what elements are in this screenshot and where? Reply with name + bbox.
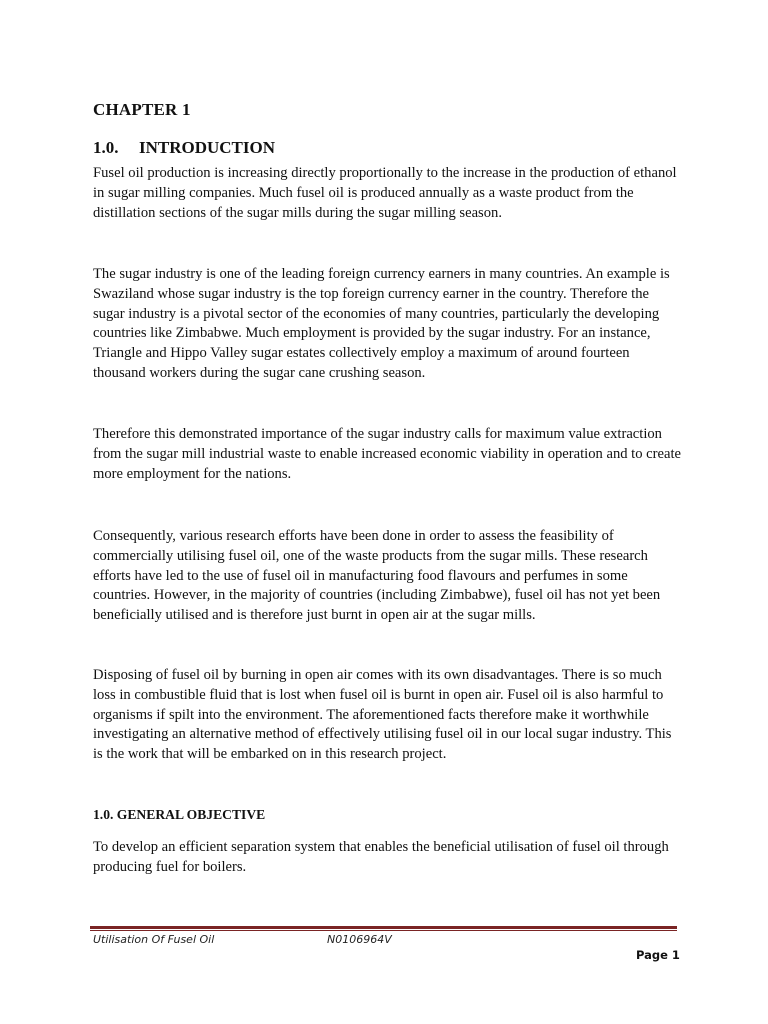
footer-rule-thin: [90, 930, 677, 931]
footer-document-title: Utilisation Of Fusel Oil: [93, 933, 215, 946]
paragraph-2: The sugar industry is one of the leading foreign currency earners in many countries. An example is Swaziland whose sugar industry is the top foreign currency earner in the country. Therefore the sugar industry is a pivotal sector of the economies of many countries, particularly the developing countries like Zimbabwe. Much employment is provided by the sugar industry. For an instance, Triangle and Hippo Valley sugar estates collectively employ a maximum of around fourteen thousand workers during the sugar cane crushing season.: [93, 266, 670, 381]
paragraph-1: Fusel oil production is increasing directly proportionally to the increase in the production of ethanol in sugar milling companies. Much fusel oil is produced annually as a waste product from the distillation sections of the sugar mills during the sugar milling season.: [93, 165, 677, 221]
footer-rule: [90, 926, 677, 929]
objective-text: To develop an efficient separation system that enables the beneficial utilisation of fusel oil through producing fuel for boilers.: [93, 839, 669, 875]
footer-student-code: N0106964V: [327, 933, 392, 946]
chapter-title: CHAPTER 1: [93, 100, 191, 119]
section-title: INTRODUCTION: [139, 138, 276, 157]
objective-heading: 1.0. GENERAL OBJECTIVE: [93, 807, 266, 822]
section-heading: [93, 138, 275, 158]
paragraph-4: Consequently, various research efforts have been done in order to assess the feasibility of commercially utilising fusel oil, one of the waste products from the sugar mills. These research efforts have led to the use of fusel oil in manufacturing food flavours and perfumes in some countries. However, in the majority of countries (including Zimbabwe), fusel oil has not yet been beneficially utilised and is therefore just burnt in open air at the sugar mills.: [93, 528, 661, 624]
paragraph-5: Disposing of fusel oil by burning in open air comes with its own disadvantages. There is so much loss in combustible fluid that is lost when fusel oil is burnt in open air. Fusel oil is also harmful to organisms if spilt into the environment. The aforementioned facts therefore make it worthwhile investigating an alternative method of effectively utilising fusel oil in our local sugar industry. This is the work that will be embarked on in this research project.: [93, 667, 672, 763]
footer-page-number: Page 1: [636, 948, 680, 962]
section-number: 1.0.: [93, 138, 119, 157]
paragraph-3: Therefore this demonstrated importance of the sugar industry calls for maximum value extraction from the sugar mill industrial waste to enable increased economic viability in operation and to create more employment for the nations.: [93, 426, 682, 482]
